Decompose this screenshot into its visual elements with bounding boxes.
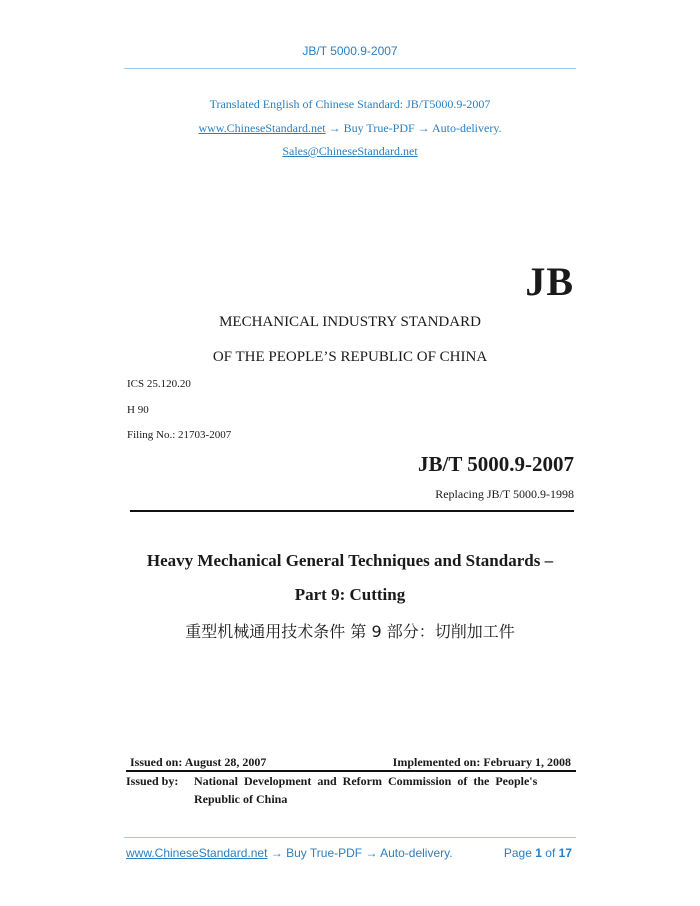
issued-by-line1: National Development and Reform Commission of the People's (194, 774, 538, 788)
page-indicator (504, 846, 572, 860)
issued-on: Issued on: August 28, 2007 (130, 755, 267, 769)
implemented-on: Implemented on: February 1, 2008 (392, 755, 571, 769)
header-doc-code: JB/T 5000.9-2007 (302, 44, 398, 58)
promo-line2 (0, 121, 700, 136)
footer-tail: → Buy True-PDF → Auto-delivery. (267, 846, 453, 860)
title-chinese: 重型机械通用技术条件 第 9 部分：切削加工件 (185, 622, 515, 641)
org-line2: OF THE PEOPLE’S REPUBLIC OF CHINA (212, 349, 488, 365)
title-line2: Part 9: Cutting (294, 585, 406, 604)
filing-number: Filing No.: 21703-2007 (127, 429, 232, 441)
page-total: 17 (558, 846, 572, 860)
footer-rule (124, 837, 576, 838)
h-code: H 90 (127, 404, 149, 416)
cover-rule (130, 510, 574, 512)
promo-site-tail: → Buy True-PDF → Auto-delivery. (328, 121, 502, 135)
ics-code: ICS 25.120.20 (127, 378, 191, 390)
title-line1: Heavy Mechanical General Techniques and Standards – (146, 551, 554, 570)
org-line1: MECHANICAL INDUSTRY STANDARD (219, 314, 481, 330)
issued-by-label: Issued by: (126, 774, 179, 788)
page-label: Page (503, 846, 532, 860)
footer-promo (126, 846, 453, 860)
promo-site-link[interactable]: www.ChineseStandard.net (198, 121, 326, 135)
standard-number: JB/T 5000.9-2007 (418, 452, 574, 476)
footer-site-link[interactable]: www.ChineseStandard.net (126, 846, 268, 860)
issued-by-line2: Republic of China (194, 792, 288, 806)
page-of: of (545, 846, 556, 860)
page-current: 1 (535, 846, 542, 860)
header-rule (124, 68, 576, 69)
promo-line1: Translated English of Chinese Standard: JB/T5000.9-2007 (209, 97, 491, 111)
replacing-note: Replacing JB/T 5000.9-1998 (435, 487, 574, 501)
jb-logo: JB (525, 259, 574, 304)
issue-rule (126, 770, 576, 772)
promo-email-link[interactable]: Sales@ChineseStandard.net (282, 144, 418, 158)
promo-line3 (0, 144, 700, 159)
